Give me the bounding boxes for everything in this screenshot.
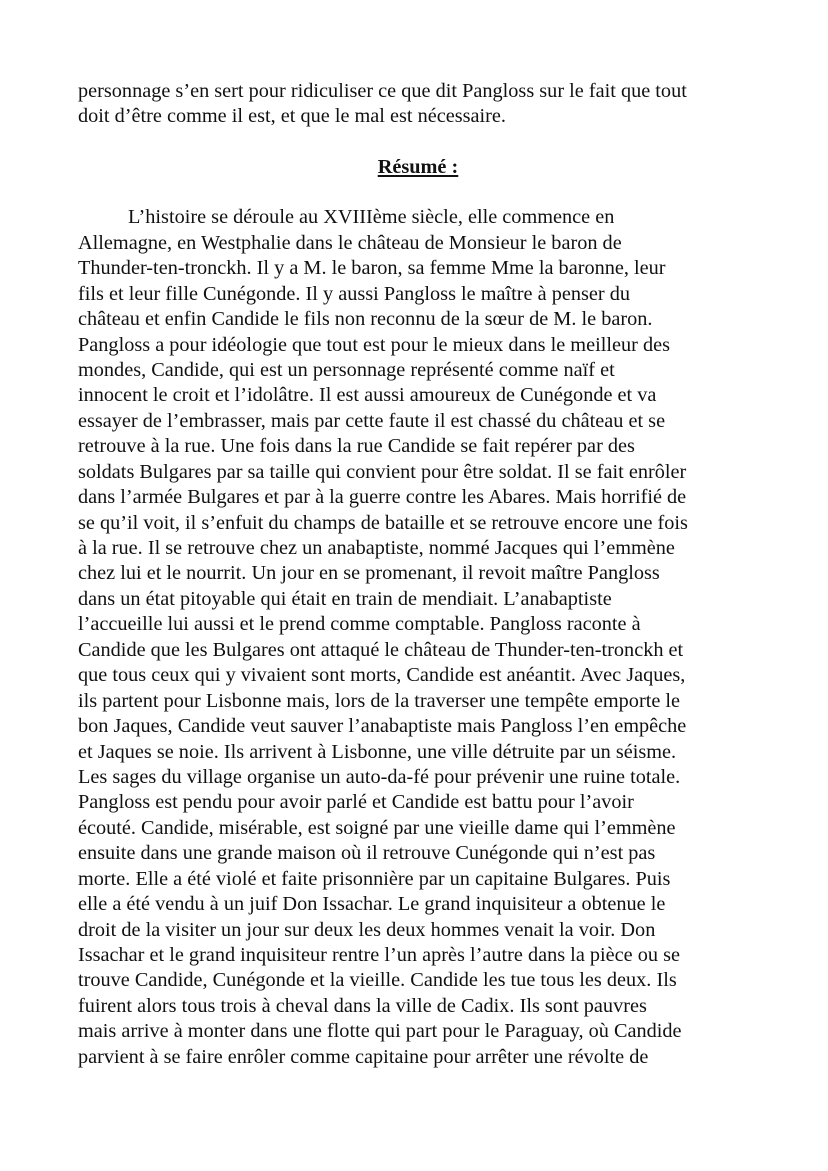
text-line: L’histoire se déroule au XVIIIème siècle, elle commence en [128, 206, 615, 229]
text-line: essayer de l’embrasser, mais par cette faute il est chassé du château et se [78, 409, 666, 432]
section-heading: Résumé : [377, 155, 459, 178]
text-line: écouté. Candide, misérable, est soigné par une vieille dame qui l’emmène [78, 816, 676, 839]
text-line: Les sages du village organise un auto-da-fé pour prévenir une ruine totale. [78, 765, 681, 788]
text-line: parvient à se faire enrôler comme capitaine pour arrêter une révolte de [78, 1045, 649, 1068]
intro-paragraph [78, 79, 758, 130]
text-line: dans l’armée Bulgares et par à la guerre contre les Abares. Mais horrifié de [78, 486, 687, 509]
text-line: mondes, Candide, qui est un personnage représenté comme naïf et [78, 358, 615, 381]
document-page [78, 79, 758, 1070]
text-line: personnage s’en sert pour ridiculiser ce que dit Pangloss sur le fait que tout [78, 80, 687, 102]
text-line: Issachar et le grand inquisiteur rentre l’un après l’autre dans la pièce ou se [78, 944, 680, 966]
text-line: Thunder-ten-tronckh. Il y a M. le baron, sa femme Mme la baronne, leur [78, 257, 666, 280]
text-line: morte. Elle a été violé et faite prisonnière par un capitaine Bulgares. Puis [78, 867, 671, 890]
text-line: mais arrive à monter dans une flotte qui part pour le Paraguay, où Candide [78, 1020, 682, 1043]
text-line: et Jaques se noie. Ils arrivent à Lisbonne, une ville détruite par un séisme. [78, 740, 677, 763]
text-line: retrouve à la rue. Une fois dans la rue Candide se fait repérer par des [78, 435, 635, 458]
text-line: Allemagne, en Westphalie dans le château de Monsieur le baron de [78, 231, 622, 254]
text-line: Candide que les Bulgares ont attaqué le château de Thunder-ten-tronckh et [78, 638, 684, 661]
text-line: doit d’être comme il est, et que le mal est nécessaire. [78, 105, 506, 128]
text-line: fils et leur fille Cunégonde. Il y aussi Pangloss le maître à penser du [78, 282, 630, 305]
summary-paragraph [78, 205, 758, 1070]
text-line: elle a été vendu à un juif Don Issachar. Le grand inquisiteur a obtenue le [78, 893, 666, 916]
text-line: se qu’il voit, il s’enfuit du champs de bataille et se retrouve encore une fois [78, 511, 688, 534]
text-line: soldats Bulgares par sa taille qui convient pour être soldat. Il se fait enrôler [78, 460, 687, 483]
text-line: fuirent alors tous trois à cheval dans la ville de Cadix. Ils sont pauvres [78, 994, 647, 1017]
text-line: que tous ceux qui y vivaient sont morts, Candide est anéantit. Avec Jaques, [78, 664, 686, 687]
text-line: château et enfin Candide le fils non reconnu de la sœur de M. le baron. [78, 308, 653, 331]
text-line: Pangloss a pour idéologie que tout est pour le mieux dans le meilleur des [78, 333, 670, 356]
text-line: trouve Candide, Cunégonde et la vieille. Candide les tue tous les deux. Ils [78, 969, 677, 992]
text-line: Pangloss est pendu pour avoir parlé et Candide est battu pour l’avoir [78, 791, 634, 814]
text-line: ils partent pour Lisbonne mais, lors de la traverser une tempête emporte le [78, 689, 681, 712]
text-line: dans un état pitoyable qui était en train de mendiait. L’anabaptiste [78, 587, 612, 610]
text-line: chez lui et le nourrit. Un jour en se promenant, il revoit maître Pangloss [78, 562, 660, 585]
text-line: droit de la visiter un jour sur deux les deux hommes venait la voir. Don [78, 918, 656, 941]
text-line: à la rue. Il se retrouve chez un anabaptiste, nommé Jacques qui l’emmène [78, 537, 675, 559]
text-line: l’accueille lui aussi et le prend comme comptable. Pangloss raconte à [78, 613, 641, 636]
text-line: ensuite dans une grande maison où il retrouve Cunégonde qui n’est pas [78, 842, 656, 865]
text-line: bon Jaques, Candide veut sauver l’anabaptiste mais Pangloss l’en empêche [78, 715, 687, 738]
text-line: innocent le croit et l’idolâtre. Il est aussi amoureux de Cunégonde et va [78, 384, 657, 407]
